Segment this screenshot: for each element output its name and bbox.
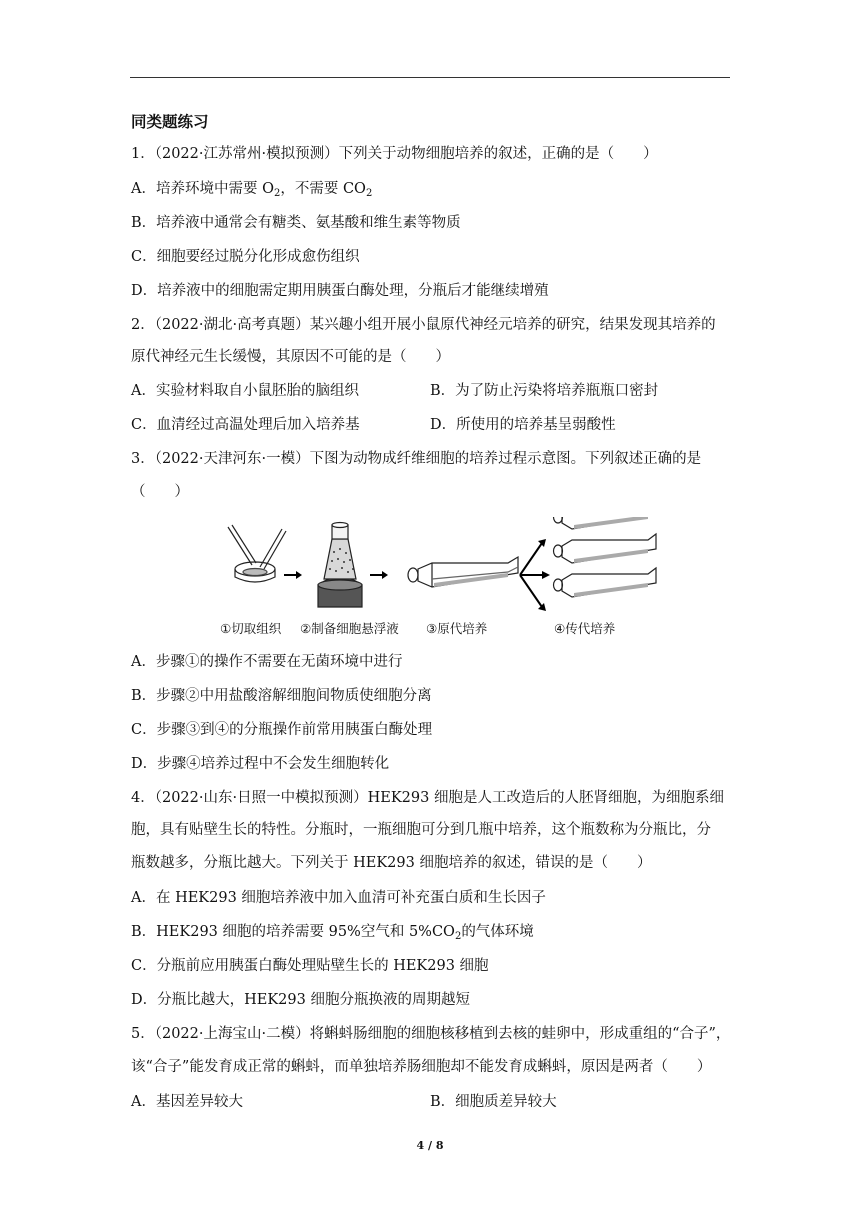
q4-option-c: C．分瓶前应用胰蛋白酶处理贴壁生长的 HEK293 细胞 [131,958,489,974]
culture-flask-icon [408,557,518,587]
q4-stem-line2: 胞，具有贴壁生长的特性。分瓶时，一瓶细胞可分到几瓶中培养，这个瓶数称为分瓶比，分 [131,822,711,838]
q4-stem-line3: 瓶数越多，分瓶比越大。下列关于 HEK293 细胞培养的叙述，错误的是（ ） [131,855,652,871]
q4-option-d: D．分瓶比越大，HEK293 细胞分瓶换液的周期越短 [131,992,470,1008]
q1-option-d: D．培养液中的细胞需定期用胰蛋白酶处理，分瓶后才能继续增殖 [131,283,549,299]
q1-stem: 1．（2022·江苏常州·模拟预测）下列关于动物细胞培养的叙述，正确的是（ ） [131,146,658,162]
q2-option-a: A．实验材料取自小鼠胚胎的脑组织 [131,383,359,399]
q4-option-b: B．HEK293 细胞的培养需要 95%空气和 $5\%CO_2$的气体环境 [131,924,534,942]
q5-stem-line1: 5．（2022·上海宝山·二模）将蝌蚪肠细胞的细胞核移植到去核的蛙卵中，形成重组的“合子”， [131,1026,731,1042]
q2-option-c: C．血清经过高温处理后加入培养基 [131,417,360,433]
q5-stem-line2: 该“合子”能发育成正常的蝌蚪，而单独培养肠细胞却不能发育成蝌蚪，原因是两者（ ） [131,1059,712,1075]
dish-scissors-icon [228,525,286,582]
figure-label-step1: ①切取组织 [220,621,282,636]
flask-icon [318,523,362,608]
cell-culture-figure [220,517,660,642]
q4-option-a: A．在 HEK293 细胞培养液中加入血清可补充蛋白质和生长因子 [131,890,546,906]
q2-option-b: B．为了防止污染将培养瓶瓶口密封 [430,383,659,399]
q2-option-d: D．所使用的培养基呈弱酸性 [430,417,616,433]
q2-stem-line1: 2．（2022·湖北·高考真题）某兴趣小组开展小鼠原代神经元培养的研究，结果发现其培养的 [131,317,716,333]
q3-option-c: C．步骤③到④的分瓶操作前常用胰蛋白酶处理 [131,722,433,738]
section-title: 同类题练习 [131,113,209,131]
branch-arrows [520,539,550,611]
subculture-flasks-icon [554,517,657,597]
q3-stem-line2: （ ） [131,484,189,500]
figure-label-step3: ③原代培养 [426,621,488,636]
q3-stem-line1: 3．（2022·天津河东·一模）下图为动物成纤维细胞的培养过程示意图。下列叙述正确的是 [131,451,702,467]
q1-option-c: C．细胞要经过脱分化形成愈伤组织 [131,249,360,265]
q2-stem-line2: 原代神经元生长缓慢，其原因不可能的是（ ） [131,349,450,365]
q3-option-a: A．步骤①的操作不需要在无菌环境中进行 [131,654,403,670]
q5-option-b: B．细胞质差异较大 [430,1094,557,1110]
q3-option-d: D．步骤④培养过程中不会发生细胞转化 [131,756,390,772]
q4-stem-line1: 4．（2022·山东·日照一中模拟预测）HEK293 细胞是人工改造后的人胚肾细胞，为细胞系细 [131,790,724,806]
page-number: 4 / 8 [416,1139,444,1152]
header-rule [130,77,730,78]
figure-label-step2: ②制备细胞悬浮液 [300,621,399,636]
q3-option-b: B．步骤②中用盐酸溶解细胞间物质使细胞分离 [131,688,432,704]
q1-option-a: A．培养环境中需要 $O_2$，不需要 $CO_2$ [131,181,373,199]
figure-label-step4: ④传代培养 [554,621,616,636]
q1-option-b: B．培养液中通常会有糖类、氨基酸和维生素等物质 [131,215,461,231]
q5-option-a: A．基因差异较大 [131,1094,243,1110]
